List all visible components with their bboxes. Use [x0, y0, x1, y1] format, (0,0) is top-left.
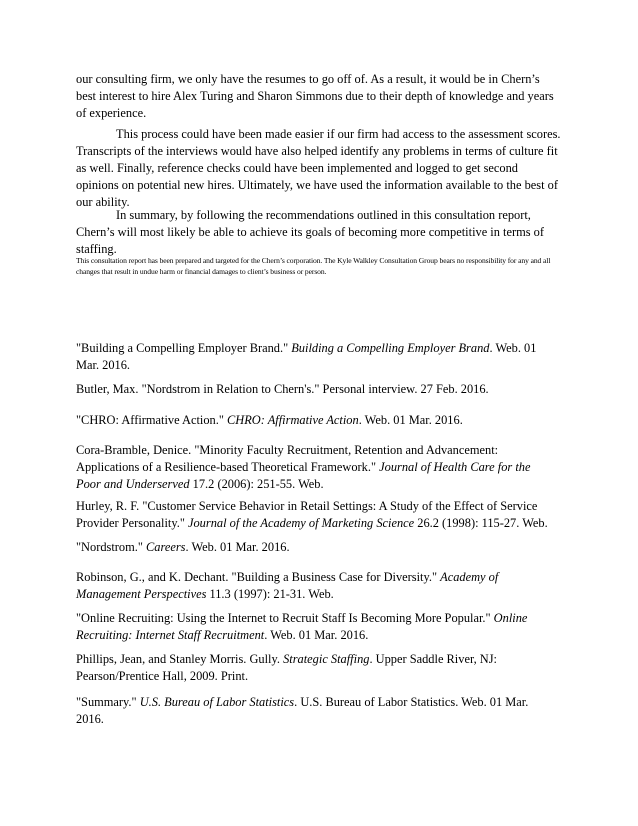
reference-item: Phillips, Jean, and Stanley Morris. Gully. Strategic Staffing. Upper Saddle River, NJ: Pearson/Prentice Hall, 2009. Print.: [76, 652, 497, 683]
reference-item: Cora-Bramble, Denice. "Minority Faculty Recruitment, Retention and Advancement: Applications of a Resilience-based Theoretical Framework." Journal of Health Care for the Poor and Underserved 17.2 (2006): 251-55. Web.: [76, 443, 531, 491]
disclaimer: This consultation report has been prepared and targeted for the Chern’s corporation. The Kyle Walkley Consultation Group bears no responsibility for any and all changes that result in undue harm or financial damages to client’s business or person.: [76, 256, 551, 276]
paragraph-3: In summary, by following the recommendations outlined in this consultation report, Chern’s will most likely be able to achieve its goals of becoming more competitive in terms of staffing.: [76, 208, 544, 256]
reference-item: Hurley, R. F. "Customer Service Behavior in Retail Settings: A Study of the Effect of Service Provider Personality." Journal of the Academy of Marketing Science 26.2 (1998): 115-27. Web.: [76, 499, 548, 530]
reference-item: "CHRO: Affirmative Action." CHRO: Affirmative Action. Web. 01 Mar. 2016.: [76, 413, 463, 427]
reference-item: "Building a Compelling Employer Brand." Building a Compelling Employer Brand. Web. 01 Mar. 2016.: [76, 341, 537, 372]
reference-item: Robinson, G., and K. Dechant. "Building a Business Case for Diversity." Academy of Management Perspectives 11.3 (1997): 21-31. Web.: [76, 570, 499, 601]
paragraph-2: This process could have been made easier if our firm had access to the assessment scores. Transcripts of the interviews would have also helped identify any problems in terms of culture fit as well. Finally, reference checks could have been implemented and logged to get second opinions on potential new hires. Ultimately, we have used the information available to the best of our ability.: [76, 127, 561, 209]
reference-item: Butler, Max. "Nordstrom in Relation to Chern's." Personal interview. 27 Feb. 2016.: [76, 382, 489, 396]
reference-item: "Nordstrom." Careers. Web. 01 Mar. 2016.: [76, 540, 290, 554]
paragraph-1: our consulting firm, we only have the resumes to go off of. As a result, it would be in Chern’s best interest to hire Alex Turing and Sharon Simmons due to their depth of knowledge and years of experience.: [76, 72, 554, 120]
reference-item: "Online Recruiting: Using the Internet to Recruit Staff Is Becoming More Popular." Online Recruiting: Internet Staff Recruitment. Web. 01 Mar. 2016.: [76, 611, 528, 642]
reference-item: "Summary." U.S. Bureau of Labor Statistics. U.S. Bureau of Labor Statistics. Web. 01 Mar. 2016.: [76, 695, 529, 726]
